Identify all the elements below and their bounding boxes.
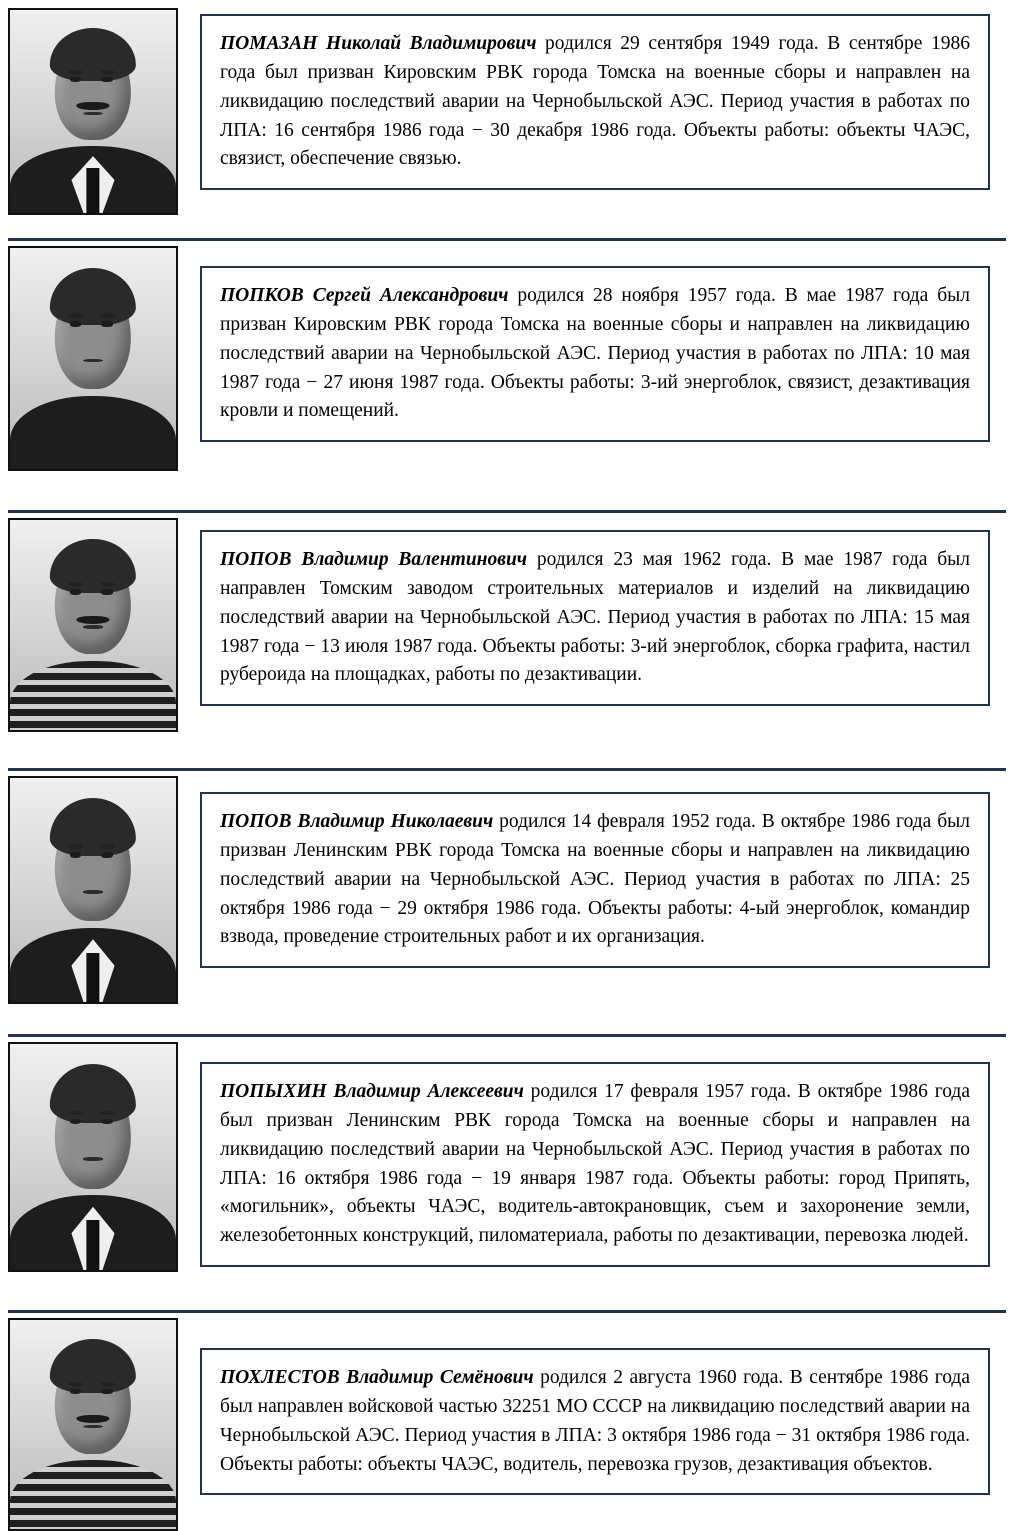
person-entry (0, 238, 1014, 510)
bio-box (200, 266, 990, 442)
person-entry (0, 0, 1014, 238)
person-surname: ПОПОВ (220, 811, 292, 832)
person-givenname: Николай Владимирович (326, 33, 537, 54)
portrait-cell (0, 1310, 178, 1531)
bio-cell (178, 510, 1014, 716)
bio-paragraph (220, 808, 970, 952)
person-bio-text: родился 23 мая 1962 года. В мае 1987 года был направлен Томским заводом строительных материалов и изделий на ликвидацию последствий аварии на Чернобыльской АЭС. Период участия в работах по ЛПА: 15 мая 1987 года − 13 июля 1987 года. Объекты работы: 3-ий энергоблок, сборка графита, настил рубероида на площадках, работы по дезактивации. (220, 549, 971, 686)
person-surname: ПОПОВ (220, 549, 292, 570)
bio-cell (178, 0, 1014, 200)
portrait-illustration (10, 10, 176, 213)
bio-paragraph (220, 282, 970, 426)
person-givenname: Владимир Николаевич (297, 811, 494, 832)
portrait-photo (8, 8, 178, 215)
person-surname: ПОПЫХИН (220, 1081, 327, 1102)
portrait-photo (8, 1318, 178, 1531)
bio-box (200, 1062, 990, 1267)
bio-cell (178, 238, 1014, 452)
person-givenname: Владимир Семёнович (346, 1367, 534, 1388)
person-bio-text: родился 14 февраля 1952 года. В октябре 1986 года был призван Ленинским РВК города Томска на военные сборы и направлен на ликвидацию последствий аварии на Чернобыльской АЭС. Период участия в работах по ЛПА: 25 октября 1986 года − 29 октября 1986 года. Объекты работы: 4-ый энергоблок, командир взвода, проведение строительных работ и их организация. (220, 811, 971, 948)
portrait-cell (0, 238, 178, 471)
portrait-photo (8, 1042, 178, 1272)
person-givenname: Владимир Алексеевич (333, 1081, 524, 1102)
person-bio-text: родился 28 ноября 1957 года. В мае 1987 года был призван Кировским РВК города Томска на военные сборы и направлен на ликвидацию последствий аварии на Чернобыльской АЭС. Период участия в работах по ЛПА: 10 мая 1987 года − 27 июня 1987 года. Объекты работы: 3-ий энергоблок, связист, дезактивация кровли и помещений. (220, 285, 971, 422)
person-entry (0, 1310, 1014, 1531)
portrait-photo (8, 246, 178, 471)
portrait-photo (8, 518, 178, 732)
bio-cell (178, 1310, 1014, 1505)
portrait-cell (0, 1034, 178, 1272)
bio-cell (178, 1034, 1014, 1277)
person-givenname: Владимир Валентинович (301, 549, 528, 570)
portrait-illustration (10, 520, 176, 730)
portrait-illustration (10, 1044, 176, 1270)
person-bio-text: родился 17 февраля 1957 года. В октябре 1986 года был призван Ленинским РВК города Томска на военные сборы и направлен на ликвидацию последствий аварии на Чернобыльской АЭС. Период участия в работах по ЛПА: 16 октября 1986 года − 19 января 1987 года. Объекты работы: город Припять, «могильник», объекты ЧАЭС, водитель-автокрановщик, съем и захоронение земли, железобетонных конструкций, пиломатериала, работы по дезактивации, перевозка людей. (220, 1081, 971, 1247)
portrait-illustration (10, 1320, 176, 1529)
portrait-cell (0, 0, 178, 215)
bio-paragraph (220, 30, 970, 174)
bio-box (200, 14, 990, 190)
portrait-photo (8, 776, 178, 1004)
person-entry (0, 510, 1014, 768)
portrait-cell (0, 768, 178, 1004)
bio-paragraph (220, 546, 970, 690)
person-entry (0, 1034, 1014, 1310)
person-surname: ПОХЛЕСТОВ (220, 1367, 340, 1388)
portrait-illustration (10, 248, 176, 469)
bio-box (200, 1348, 990, 1495)
bio-paragraph (220, 1364, 970, 1479)
portrait-illustration (10, 778, 176, 1002)
person-surname: ПОМАЗАН (220, 33, 318, 54)
bio-cell (178, 768, 1014, 978)
person-surname: ПОПКОВ (220, 285, 304, 306)
person-bio-text: родился 2 августа 1960 года. В сентябре 1986 года был направлен войсковой частью 32251 МО СССР на ликвидацию последствий аварии на Чернобыльской АЭС. Период участия в ЛПА: 3 октября 1986 года − 31 октября 1986 года. Объекты работы: объекты ЧАЭС, водитель, перевозка грузов, дезактивация объектов. (220, 1367, 971, 1475)
bio-box (200, 792, 990, 968)
person-bio-text: родился 29 сентября 1949 года. В сентябре 1986 года был призван Кировским РВК города Томска на военные сборы и направлен на ликвидацию последствий аварии на Чернобыльской АЭС. Период участия в работах по ЛПА: 16 сентября 1986 года − 30 декабря 1986 года. Объекты работы: объекты ЧАЭС, связист, обеспечение связью. (220, 33, 970, 170)
portrait-cell (0, 510, 178, 732)
bio-paragraph (220, 1078, 970, 1251)
bio-box (200, 530, 990, 706)
person-entry (0, 768, 1014, 1034)
person-givenname: Сергей Александрович (312, 285, 509, 306)
